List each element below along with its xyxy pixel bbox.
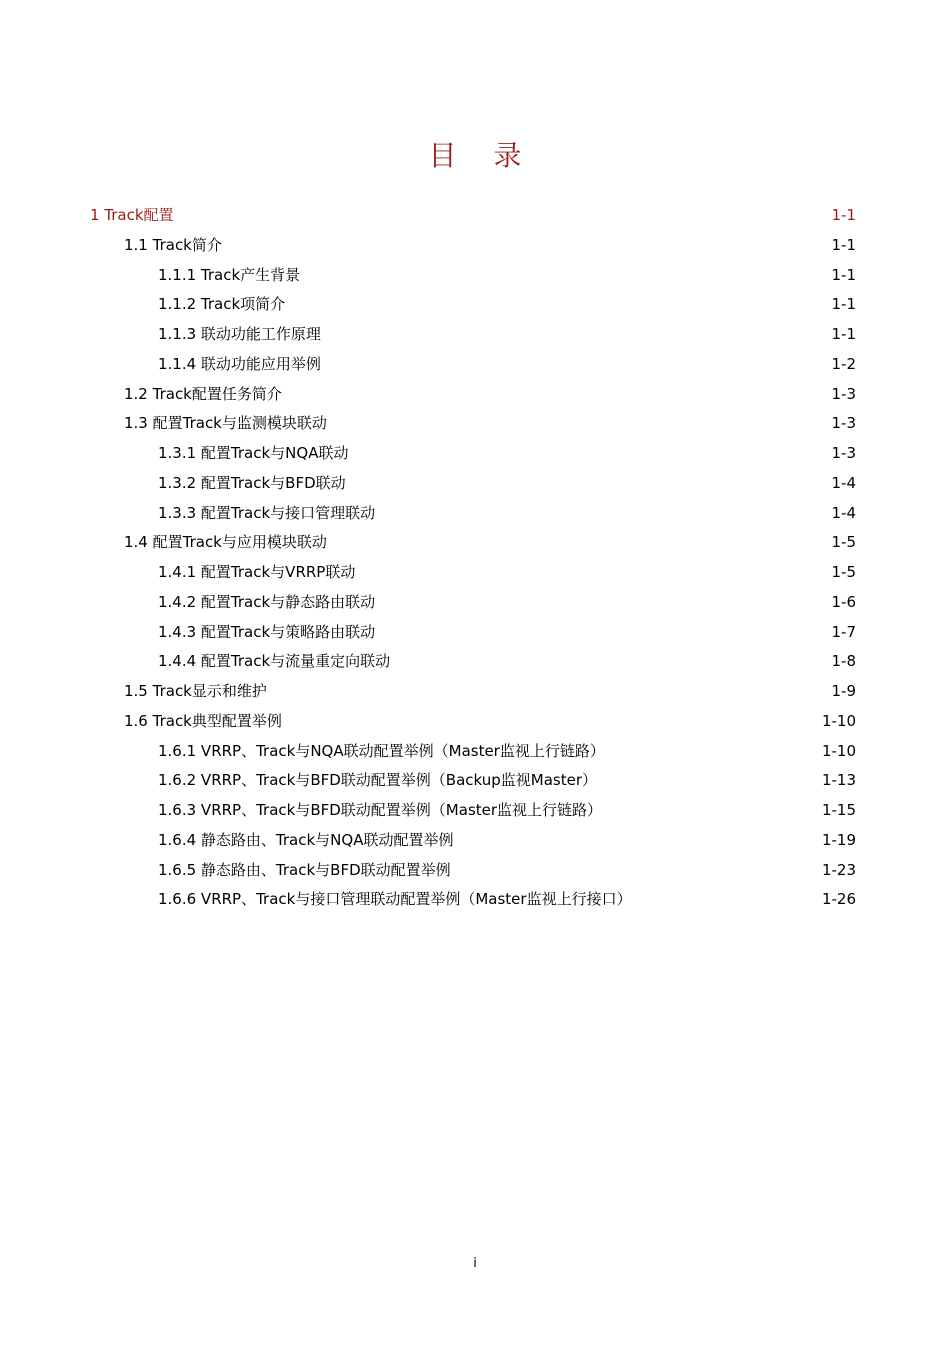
toc-entry-page: 1-8 [831, 652, 856, 671]
toc-entry-page: 1-23 [821, 860, 856, 879]
toc-entry-page: 1-10 [821, 711, 856, 730]
toc-entry-page: 1-4 [831, 503, 856, 522]
toc-entry-label: 1.6.4 静态路由、Track与NQA联动配置举例 [158, 830, 454, 849]
toc-entry-page: 1-3 [831, 444, 856, 462]
toc-entry-page: 1-1 [831, 325, 856, 343]
toc-entry-page: 1-5 [831, 563, 856, 581]
toc-entry[interactable] [0, 677, 950, 707]
toc-entry[interactable] [0, 618, 950, 648]
toc-entry[interactable] [0, 826, 950, 856]
toc-entry-label: 1.6.5 静态路由、Track与BFD联动配置举例 [158, 860, 451, 879]
toc-entry-page: 1-7 [831, 622, 856, 641]
toc-entry-label: 1 Track配置 [90, 206, 174, 224]
toc-entry[interactable] [0, 707, 950, 737]
toc-entry[interactable] [0, 439, 950, 469]
toc-entry-label: 1.3.2 配置Track与BFD联动 [158, 473, 346, 492]
toc-entry-label: 1.4.3 配置Track与策略路由联动 [158, 622, 376, 641]
toc-entry[interactable] [0, 380, 950, 410]
toc-entry-page: 1-2 [831, 354, 856, 373]
toc-entry-label: 1.3 配置Track与监测模块联动 [124, 414, 327, 433]
toc-entry-label: 1.1 Track简介 [124, 235, 222, 254]
toc-entry-label: 1.3.3 配置Track与接口管理联动 [158, 503, 376, 522]
toc-entry-page: 1-3 [831, 384, 856, 403]
toc-entry-page: 1-10 [821, 741, 856, 760]
toc-entry-label: 1.1.4 联动功能应用举例 [158, 354, 321, 373]
toc-entry-label: 1.6.2 VRRP、Track与BFD联动配置举例（Backup监视Master） [158, 771, 598, 790]
toc-entry-label: 1.2 Track配置任务简介 [124, 384, 282, 403]
toc-entry-label: 1.1.2 Track项简介 [158, 295, 286, 314]
toc-entry[interactable] [0, 558, 950, 588]
toc-entry[interactable] [0, 588, 950, 618]
toc-entry-label: 1.6.3 VRRP、Track与BFD联动配置举例（Master监视上行链路） [158, 801, 603, 819]
toc-entry-page: 1-15 [821, 801, 856, 819]
toc-entry-label: 1.3.1 配置Track与NQA联动 [158, 444, 349, 462]
toc-entry-page: 1-19 [821, 830, 856, 849]
page-title: 目 录 [428, 139, 536, 172]
toc-entry-label: 1.6.1 VRRP、Track与NQA联动配置举例（Master监视上行链路） [158, 741, 605, 760]
toc-entry[interactable] [0, 885, 950, 915]
toc-entry[interactable] [0, 528, 950, 558]
toc-entry[interactable] [0, 796, 950, 826]
toc-entry-label: 1.4.2 配置Track与静态路由联动 [158, 592, 376, 611]
toc-entry-label: 1.4.1 配置Track与VRRP联动 [158, 563, 356, 581]
toc-entry[interactable] [0, 231, 950, 261]
toc-entry-page: 1-1 [831, 265, 856, 284]
toc-entry-page: 1-3 [831, 414, 856, 433]
toc-entry-label: 1.5 Track显示和维护 [124, 682, 267, 700]
footer-page-number: i [473, 1256, 477, 1271]
toc-entry-label: 1.1.1 Track产生背景 [158, 265, 301, 284]
toc-entry[interactable] [0, 737, 950, 767]
toc-entry-page: 1-13 [821, 771, 856, 790]
toc-entry[interactable] [0, 350, 950, 380]
toc-entry[interactable] [0, 201, 950, 231]
toc-entry[interactable] [0, 320, 950, 350]
toc-entry[interactable] [0, 499, 950, 529]
toc-entry-label: 1.6 Track典型配置举例 [124, 711, 282, 730]
toc-entry-page: 1-5 [831, 533, 856, 552]
toc-entry-label: 1.4.4 配置Track与流量重定向联动 [158, 652, 391, 671]
toc-entry-page: 1-1 [831, 235, 856, 254]
toc-entry-page: 1-1 [831, 295, 856, 314]
toc-entry-label: 1.4 配置Track与应用模块联动 [124, 533, 327, 552]
toc-entry[interactable] [0, 766, 950, 796]
toc-entry-page: 1-9 [831, 682, 856, 700]
table-of-contents [0, 201, 950, 915]
toc-entry-label: 1.1.3 联动功能工作原理 [158, 325, 321, 343]
toc-entry[interactable] [0, 261, 950, 291]
toc-entry[interactable] [0, 409, 950, 439]
toc-entry-page: 1-1 [831, 206, 856, 224]
toc-entry[interactable] [0, 856, 950, 886]
toc-entry[interactable] [0, 469, 950, 499]
toc-entry[interactable] [0, 647, 950, 677]
toc-entry-page: 1-4 [831, 473, 856, 492]
toc-entry-page: 1-26 [821, 890, 856, 909]
toc-entry[interactable] [0, 290, 950, 320]
toc-entry-label: 1.6.6 VRRP、Track与接口管理联动配置举例（Master监视上行接口） [158, 890, 632, 909]
toc-entry-page: 1-6 [831, 592, 856, 611]
